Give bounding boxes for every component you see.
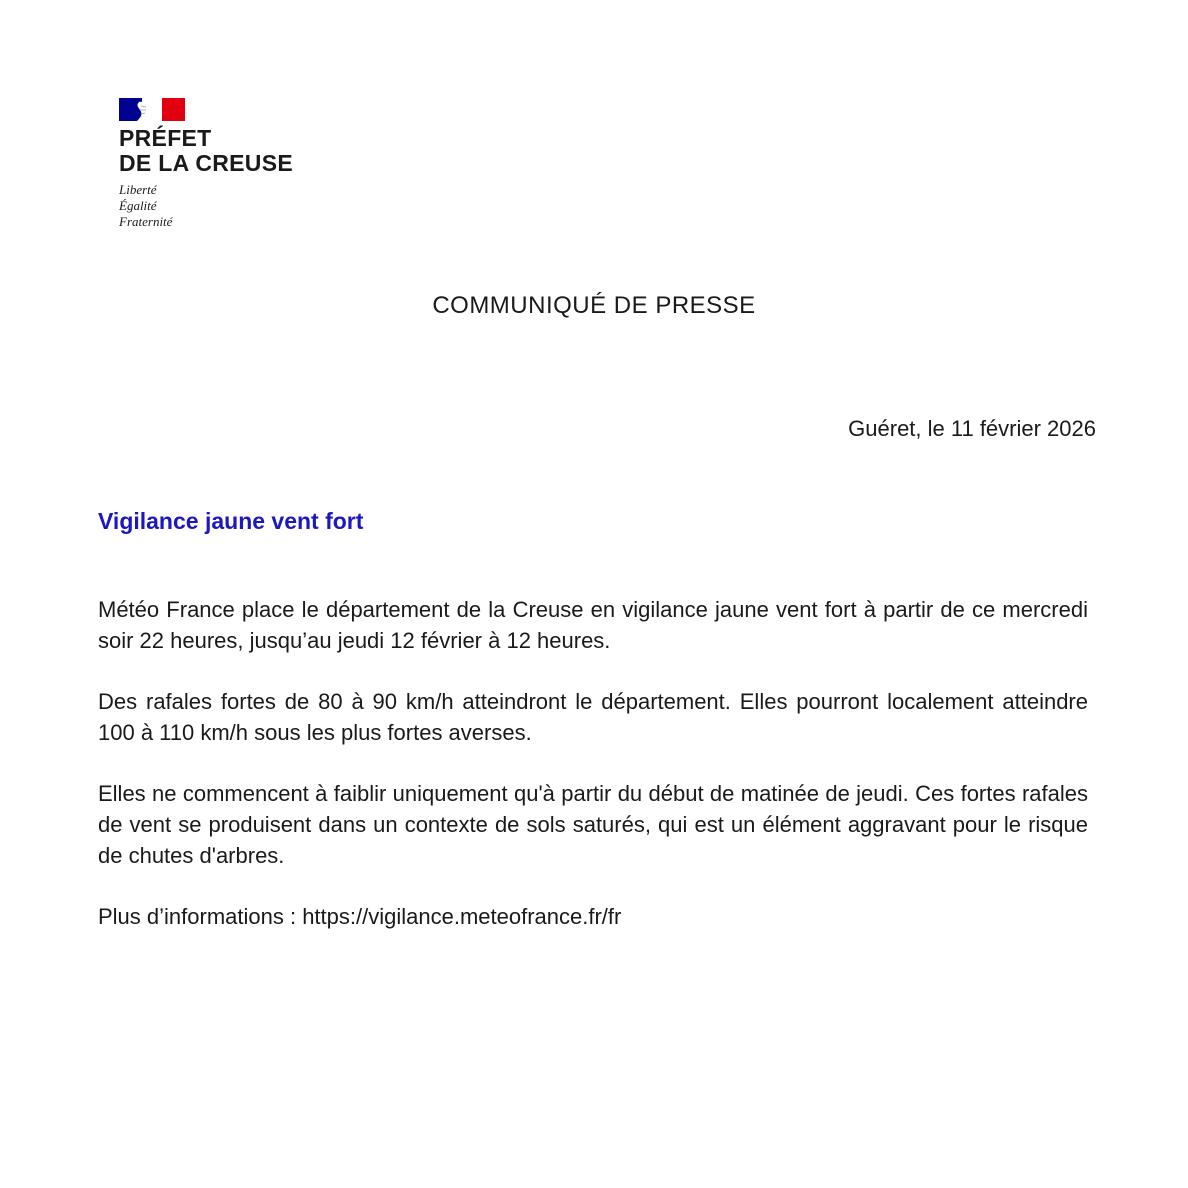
marianne-flag-icon (119, 98, 185, 121)
republic-motto (119, 182, 359, 230)
prefecture-name-line1: PRÉFET (119, 125, 212, 151)
headline: Vigilance jaune vent fort (98, 508, 364, 534)
more-info-line: Plus d’informations : https://vigilance.meteofrance.fr/fr (98, 904, 622, 929)
motto-liberte: Liberté (119, 182, 157, 197)
paragraph-faiblir: Elles ne commencent à faiblir uniquement qu'à partir du début de matinée de jeudi. Ces fortes rafales de vent se produisent dans un contexte de sols saturés, qui est un élément aggravant pour le risque de chutes d'arbres. (98, 781, 1088, 868)
paragraph-rafales: Des rafales fortes de 80 à 90 km/h atteindront le département. Elles pourront localement atteindre 100 à 110 km/h sous les plus fortes averses. (98, 689, 1088, 745)
prefecture-name (119, 126, 359, 176)
paragraph-vigilance: Météo France place le département de la Creuse en vigilance jaune vent fort à partir de ce mercredi soir 22 heures, jusqu’au jeudi 12 février à 12 heures. (98, 597, 1088, 653)
prefecture-name-line2: DE LA CREUSE (119, 150, 293, 176)
motto-fraternite: Fraternité (119, 214, 173, 229)
date-line: Guéret, le 11 février 2026 (848, 416, 1096, 441)
prefecture-logo (119, 98, 359, 230)
motto-egalite: Égalité (119, 198, 157, 213)
document-type-title: COMMUNIQUÉ DE PRESSE (432, 292, 756, 319)
press-release-body (98, 594, 1088, 962)
